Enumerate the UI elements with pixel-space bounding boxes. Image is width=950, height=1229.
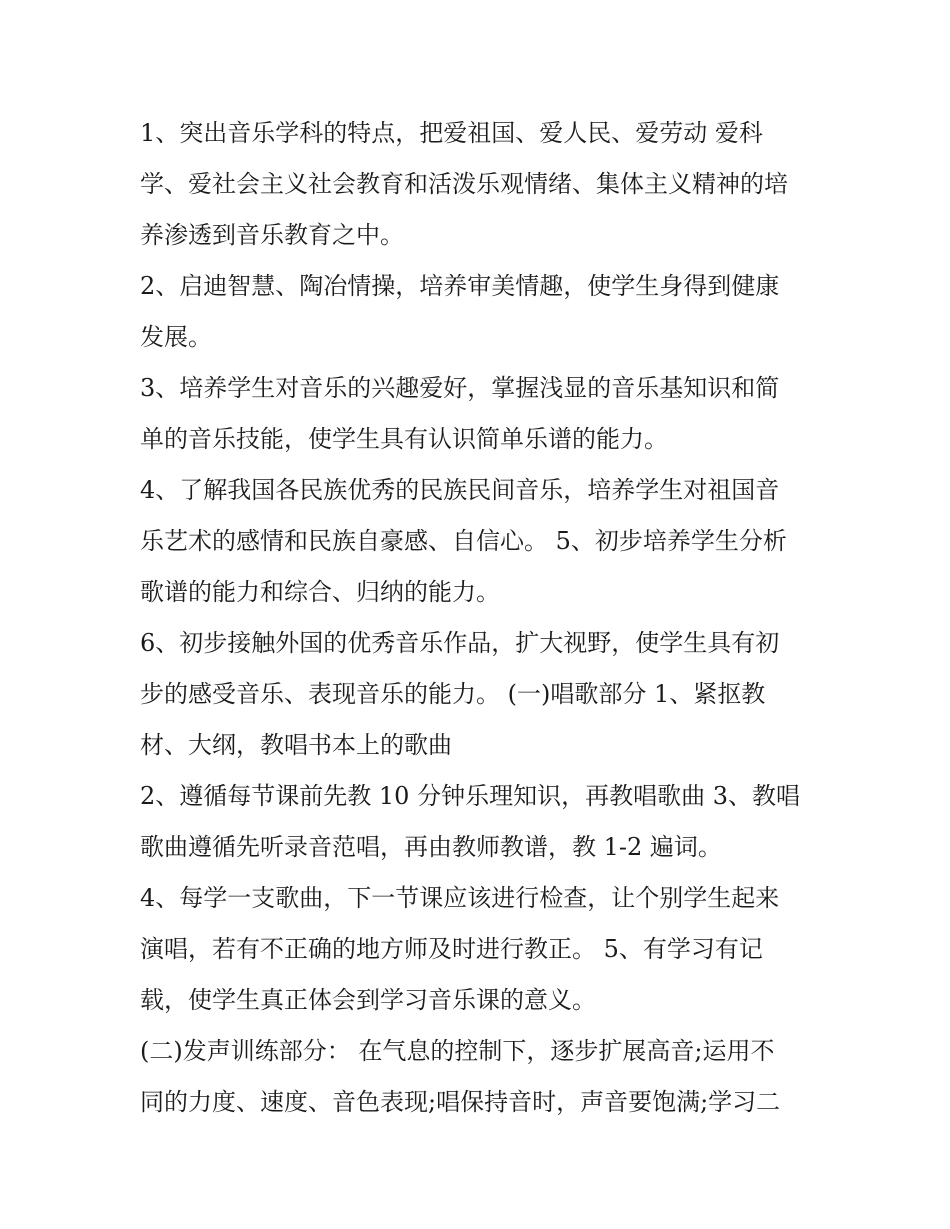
text-line: 1、突出音乐学科的特点，把爱祖国、爱人民、爱劳动 爱科	[140, 119, 763, 147]
text-line: 学、爱社会主义社会教育和活泼乐观情绪、集体主义精神的培	[140, 170, 788, 198]
text-line: 歌谱的能力和综合、归纳的能力。	[140, 578, 500, 606]
text-line: 6、初步接触外国的优秀音乐作品，扩大视野，使学生具有初	[140, 629, 780, 657]
text-line: 材、大纲，教唱书本上的歌曲	[140, 731, 452, 759]
text-line: 4、每学一支歌曲，下一节课应该进行检查，让个别学生起来	[140, 884, 780, 912]
text-line: 歌曲遵循先听录音范唱，再由教师教谱，教 1-2 遍词。	[140, 833, 722, 861]
text-line: 养渗透到音乐教育之中。	[140, 221, 404, 249]
document-body	[140, 108, 820, 1128]
text-line: 同的力度、速度、音色表现;唱保持音时，声音要饱满;学习二	[140, 1088, 781, 1116]
text-line: 载，使学生真正体会到学习音乐课的意义。	[140, 986, 596, 1014]
text-line: 2、启迪智慧、陶冶情操，培养审美情趣，使学生身得到健康	[140, 272, 780, 300]
text-line: 发展。	[140, 323, 212, 351]
text-line: 4、了解我国各民族优秀的民族民间音乐，培养学生对祖国音	[140, 476, 780, 504]
text-line: 2、遵循每节课前先教 10 分钟乐理知识，再教唱歌曲 3、教唱	[140, 782, 800, 810]
text-line: 乐艺术的感情和民族自豪感、自信心。 5、初步培养学生分析	[140, 527, 787, 555]
text-line: 步的感受音乐、表现音乐的能力。 (一)唱歌部分 1、紧抠教	[140, 680, 766, 708]
text-line: (二)发声训练部分： 在气息的控制下，逐步扩展高音;运用不	[140, 1037, 775, 1065]
text-line: 演唱，若有不正确的地方师及时进行教正。 5、有学习有记	[140, 935, 763, 963]
text-line: 单的音乐技能，使学生具有认识简单乐谱的能力。	[140, 425, 668, 453]
text-line: 3、培养学生对音乐的兴趣爱好，掌握浅显的音乐基知识和简	[140, 374, 780, 402]
